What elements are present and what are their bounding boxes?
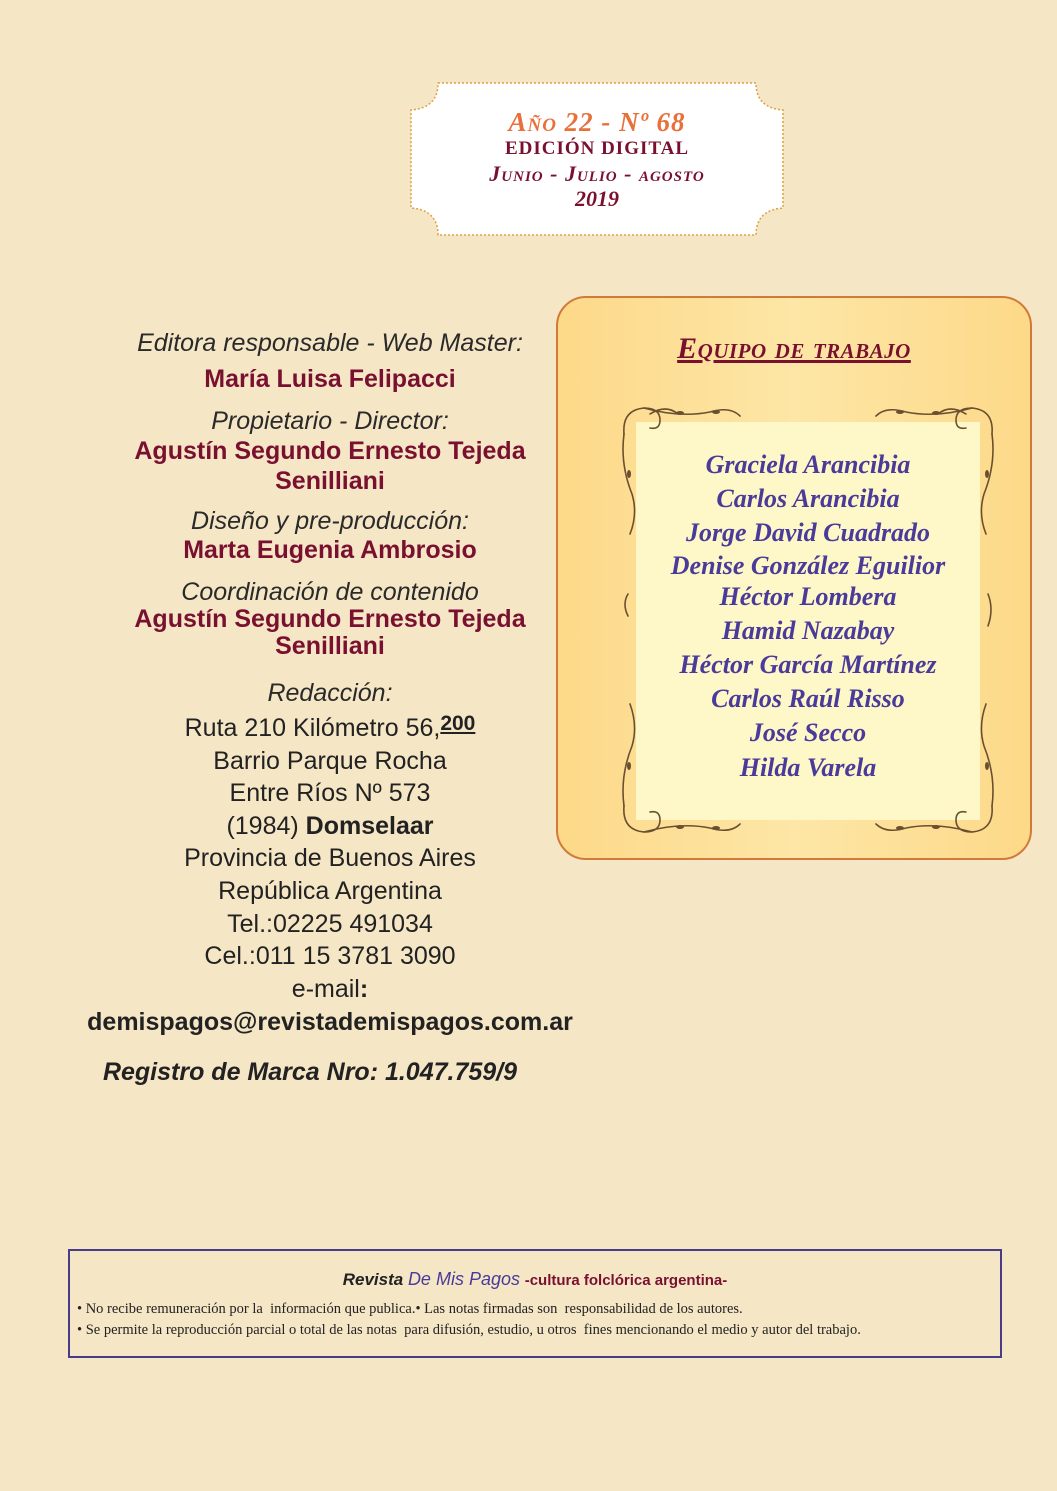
issue-months: Junio - Julio - agosto (489, 161, 705, 186)
team-member: Hilda Varela (739, 752, 877, 782)
postal-code: (1984) (226, 811, 299, 840)
email-label: e-mail (291, 974, 360, 1003)
coordination-role: Coordinación de contenido (181, 578, 479, 606)
owner-role: Propietario - Director: (211, 407, 449, 435)
editor-role: Editora responsable - Web Master: (137, 329, 523, 357)
team-panel (556, 296, 1032, 860)
team-member: Hamid Nazabay (721, 615, 895, 645)
owner-name-line1: Agustín Segundo Ernesto Tejeda (134, 437, 526, 465)
coordination-name-line2: Senilliani (275, 632, 385, 660)
design-name: Marta Eugenia Ambrosio (183, 536, 477, 564)
team-member: Carlos Raúl Risso (711, 684, 905, 714)
ornamental-frame (620, 404, 996, 836)
team-member: Héctor Lombera (719, 581, 897, 611)
issue-badge (410, 82, 784, 236)
trademark-registration: Registro de Marca Nro: 1.047.759/9 (102, 1058, 518, 1087)
footer-note: • Se permite la reproducción parcial o total de las notas para difusión, estudio, u otros fines mencionando el medio y autor del trabajo. (77, 1322, 861, 1338)
coordination-name-line1: Agustín Segundo Ernesto Tejeda (134, 605, 526, 633)
address-street: Entre Ríos Nº 573 (229, 779, 431, 808)
team-member: José Secco (749, 718, 867, 748)
magazine-name: De Mis Pagos (407, 1269, 520, 1289)
telephone: Tel.:02225 491034 (227, 909, 433, 938)
design-role: Diseño y pre-producción: (191, 507, 469, 535)
cellphone: Cel.:011 15 3781 3090 (204, 942, 456, 971)
address-route (60, 708, 600, 745)
email-label-line (60, 973, 600, 1006)
credits-column (60, 328, 600, 1087)
issue-year: 2019 (575, 186, 619, 211)
redaccion-label: Redacción: (267, 679, 393, 707)
address-country: República Argentina (218, 876, 442, 905)
footer-notes (77, 1299, 997, 1341)
address-city-line (60, 810, 600, 843)
magazine-tagline: -cultura folclórica argentina- (524, 1272, 728, 1289)
footer-disclaimer (68, 1249, 1002, 1358)
edition-label: EDICIÓN DIGITAL (504, 138, 690, 159)
issue-number: Año 22 - Nº 68 (508, 107, 686, 137)
route-superscript: 200 (440, 712, 476, 735)
team-member: Héctor García Martínez (679, 649, 937, 679)
team-member-list (620, 448, 996, 785)
footer-note: • No recibe remuneración por la información que publica.• Las notas firmadas son responsabilidad de los autores. (77, 1301, 743, 1317)
email-address[interactable]: demispagos@revistademispagos.com.ar (87, 1008, 573, 1037)
address-province: Provincia de Buenos Aires (184, 844, 476, 873)
owner-name-line2: Senilliani (275, 467, 385, 495)
editor-name: María Luisa Felipacci (204, 365, 456, 393)
team-title: Equipo de trabajo (677, 332, 911, 365)
footer-title (70, 1269, 1000, 1290)
route-text: Ruta 210 Kilómetro 56, (184, 714, 441, 742)
team-member: Denise González Eguilior (670, 550, 946, 580)
team-member: Graciela Arancibia (705, 450, 911, 479)
email-colon: : (359, 974, 369, 1003)
team-member: Jorge David Cuadrado (685, 518, 931, 548)
team-member: Carlos Arancibia (716, 484, 900, 514)
city-name: Domselaar (305, 811, 434, 840)
revista-label: Revista (342, 1270, 404, 1289)
address-neighborhood: Barrio Parque Rocha (213, 746, 447, 775)
